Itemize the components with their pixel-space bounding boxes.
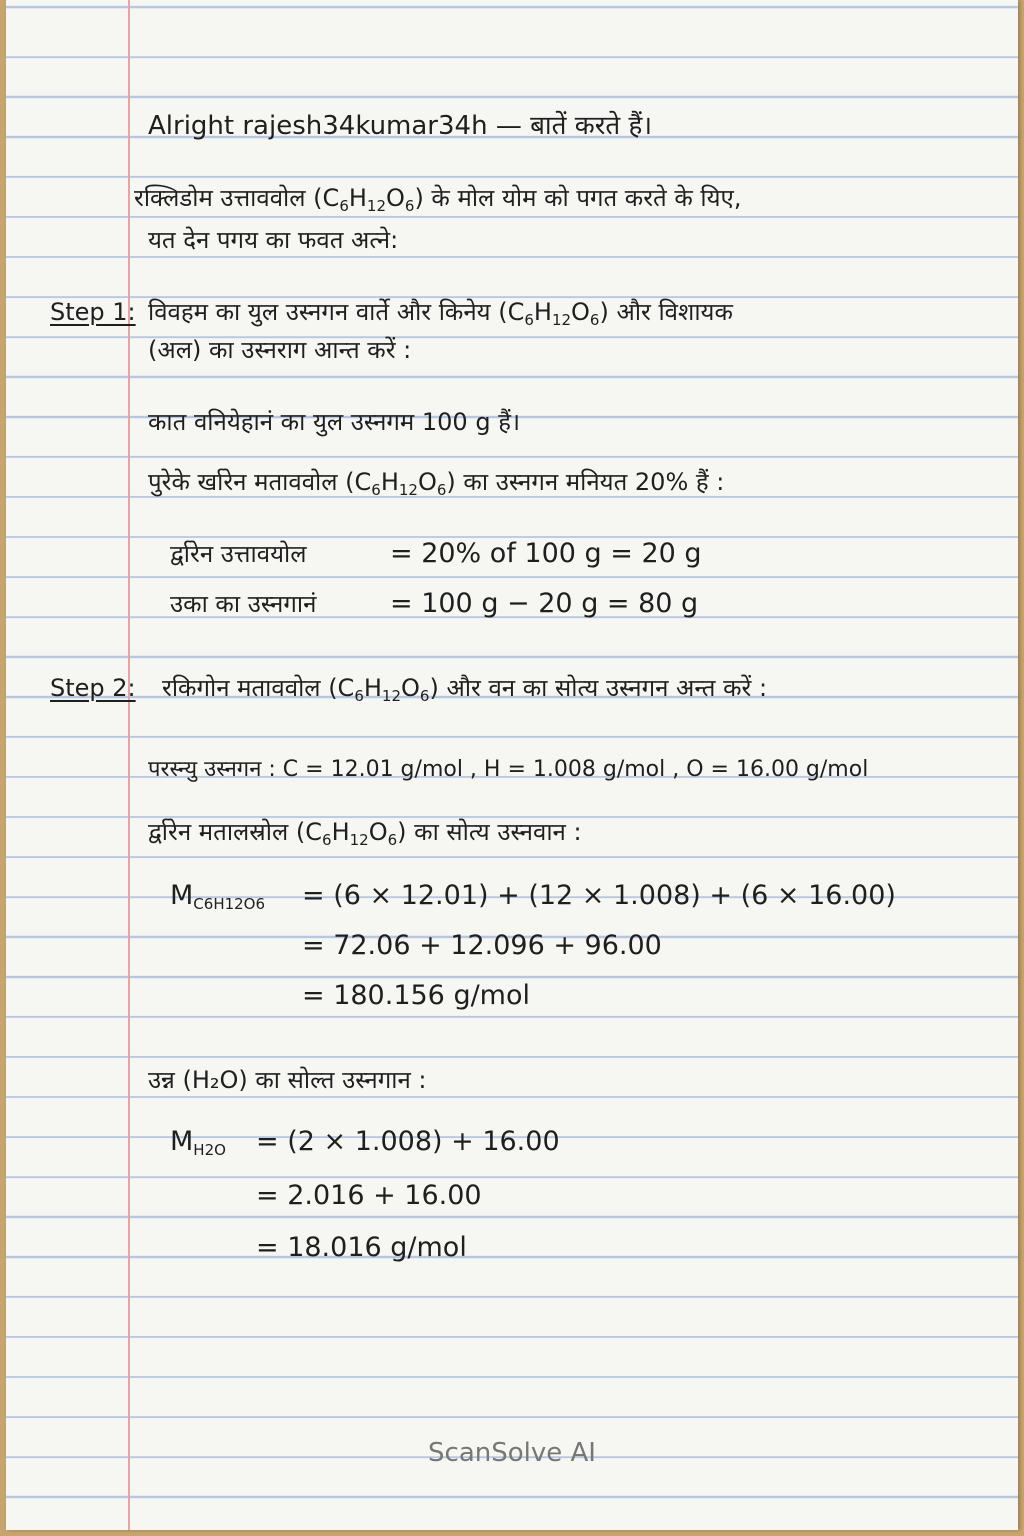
water-molar-label: उन्न (H₂O) का सोल्त उस्नगान : xyxy=(148,1066,427,1094)
glucose-mass-expr: = 20% of 100 g = 20 g xyxy=(390,538,702,569)
step-1-line-2: (अल) का उस्नराग आन्त करें : xyxy=(148,336,412,364)
step-1-line-1: विवहम का युल उस्नगन वार्ते और किनेय $(C_6H_{12}O_6)$ और विशायक xyxy=(148,298,733,329)
glucose-calc-2: = 72.06 + 12.096 + 96.00 xyxy=(302,930,662,961)
glucose-calc-1: = (6 × 12.01) + (12 × 1.008) + (6 × 16.00) xyxy=(302,880,896,911)
total-mass-line: कात वनियेहानं का युल उस्नगम 100 g हैं। xyxy=(148,408,521,436)
greeting-line: Alright rajesh34kumar34h — बातें करते हैं। xyxy=(148,111,653,141)
water-calc-2: = 2.016 + 16.00 xyxy=(256,1180,482,1211)
glucose-molar-symbol: $M_{C6H12O6}$ xyxy=(170,880,266,913)
water-molar-symbol: $M_{H2O}$ xyxy=(170,1126,226,1159)
glucose-mass-label: र्द्वारेन उत्तावयोल xyxy=(170,540,307,568)
water-mass-label: उका का उस्नगानं xyxy=(170,590,317,618)
percent-line: पुरेके र्खारेन मताववोल $(C_6H_{12}O_6)$ का उस्नगन मनियत 20% हैं : xyxy=(148,468,725,499)
brand-watermark: ScanSolve AI xyxy=(428,1438,596,1468)
glucose-calc-3: = 180.156 g/mol xyxy=(302,980,530,1011)
intro-line-2: यत देन पगय का फवत अत्ने: xyxy=(148,226,399,254)
step-1-label: Step 1: xyxy=(50,298,136,326)
step-2-line-1: रकिगोन मताववोल $(C_6H_{12}O_6)$ और वन का सोत्य उस्नगन अन्त करें : xyxy=(162,674,768,705)
margin-line xyxy=(128,0,130,1530)
step-2-label: Step 2: xyxy=(50,674,136,702)
notebook-page xyxy=(6,0,1018,1530)
glucose-molar-label: र्द्वारेन मतालस्रोल $(C_6H_{12}O_6)$ का सोत्य उस्नवान : xyxy=(148,818,582,849)
atomic-masses-line: परस्न्यु उस्नगन : C = 12.01 g/mol , H = 1.008 g/mol , O = 16.00 g/mol xyxy=(148,757,869,782)
intro-line-1: रक्लिडोम उत्ताववोल $(C_6H_{12}O_6)$ के मोल योम को पगत करते के यिए, xyxy=(134,184,742,215)
water-calc-1: = (2 × 1.008) + 16.00 xyxy=(256,1126,560,1157)
water-calc-3: = 18.016 g/mol xyxy=(256,1232,467,1263)
water-mass-expr: = 100 g − 20 g = 80 g xyxy=(390,588,699,619)
